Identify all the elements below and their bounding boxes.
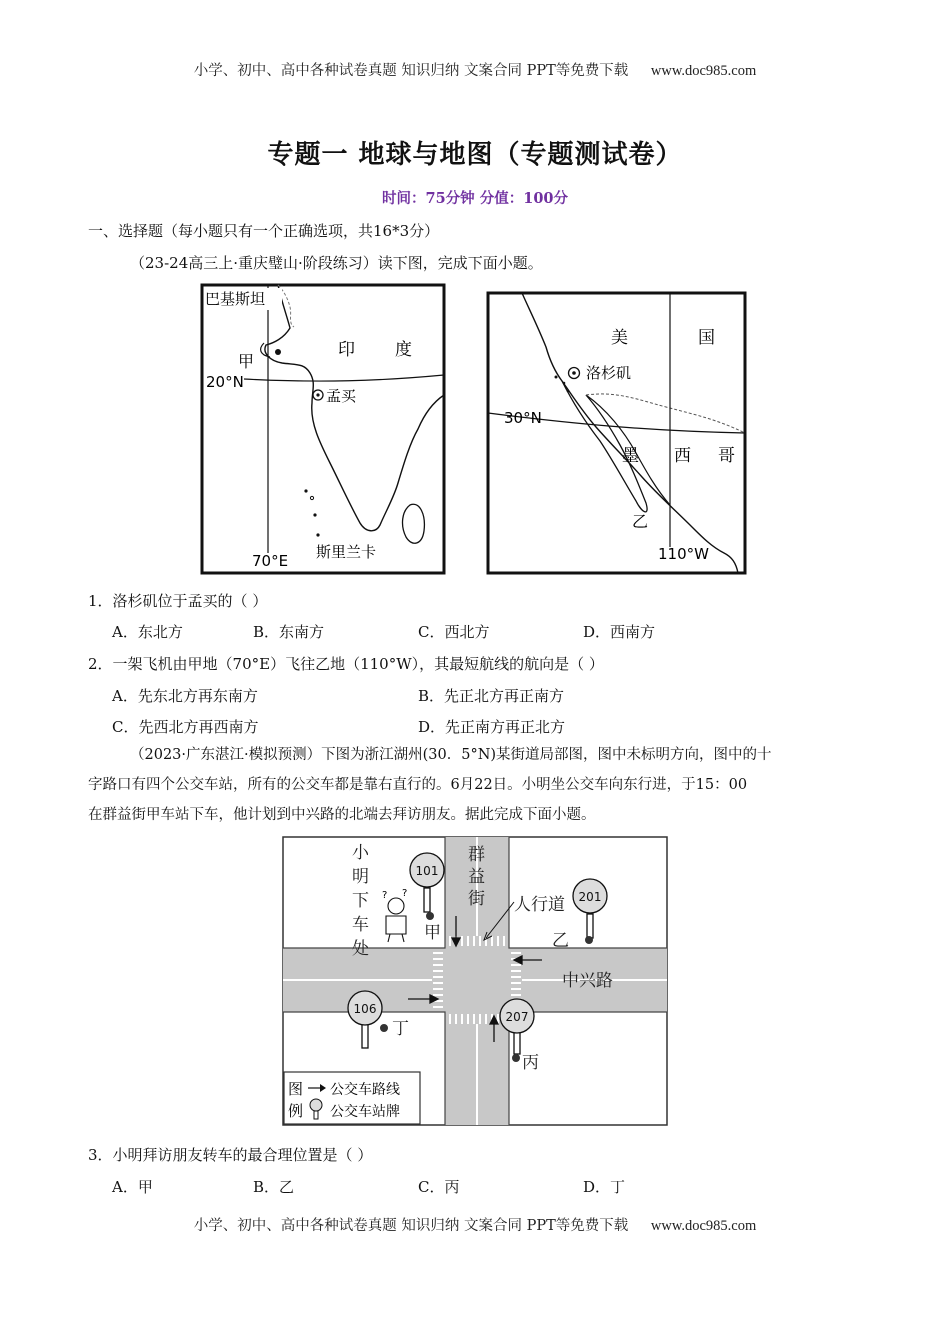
intro-1: （23-24高三上·重庆璧山·阶段练习）读下图，完成下面小题。 (130, 254, 543, 272)
india-map (200, 283, 446, 575)
exam-time-score: 时间：75分钟 分值：100分 (382, 190, 568, 207)
q1-option-c[interactable]: C．西北方 (418, 623, 490, 641)
xiaoming-1: 小 (352, 843, 369, 863)
label-us-2: 国 (698, 328, 715, 348)
header-text: 小学、初中、高中各种试卷真题 知识归纳 文案合同 PPT等免费下载 (193, 63, 629, 79)
label-pakistan: 巴基斯坦 (205, 290, 266, 308)
q3-option-c[interactable]: C．丙 (418, 1178, 460, 1196)
qunyi-3: 街 (468, 889, 485, 909)
us-mexico-map (486, 291, 747, 575)
label-mumbai: 孟买 (326, 387, 357, 405)
intro-2-line-3: 在群益街甲车站下车，他计划到中兴路的北端去拜访朋友。据此完成下面小题。 (88, 807, 596, 823)
q3-option-a[interactable]: A．甲 (112, 1178, 153, 1196)
label-sidewalk: 人行道 (514, 895, 565, 915)
xiaoming-5: 处 (352, 939, 369, 959)
xiaoming-4: 车 (352, 915, 369, 935)
footer-text: 小学、初中、高中各种试卷真题 知识归纳 文案合同 PPT等免费下载 (193, 1218, 629, 1234)
intro-2 (88, 740, 858, 830)
legend-label-1: 图 (288, 1080, 304, 1098)
stop-106: 106 (353, 1002, 377, 1016)
q2-option-b[interactable]: B．先正北方再正南方 (418, 687, 565, 705)
header-url[interactable]: www.doc985.com (650, 63, 757, 79)
xiaoming-2: 明 (352, 867, 369, 887)
street-map (282, 836, 668, 1126)
q3-option-d[interactable]: D．丁 (583, 1178, 626, 1196)
qunyi-1: 群 (468, 845, 485, 865)
label-mx-1: 墨 (622, 446, 639, 466)
question-2-stem: 2．一架飞机由甲地（70°E）飞往乙地（110°W），其最短航线的航向是（ ） (88, 655, 604, 673)
svg-text:?: ? (402, 888, 408, 899)
label-india-1: 印 (338, 340, 355, 360)
stop-207: 207 (505, 1010, 529, 1024)
q2-option-c[interactable]: C．先西北方再西南方 (112, 718, 259, 736)
legend-label-2: 例 (288, 1102, 304, 1120)
label-70e: 70°E (252, 552, 289, 570)
qunyi-2: 益 (468, 867, 485, 887)
station-bing: 丙 (522, 1053, 539, 1073)
question-1-stem: 1．洛杉矶位于孟买的（ ） (88, 592, 268, 610)
page-title: 专题一 地球与地图（专题测试卷） (267, 140, 683, 170)
stop-101: 101 (415, 864, 439, 878)
label-us-1: 美 (611, 328, 628, 348)
q3-option-b[interactable]: B．乙 (253, 1178, 295, 1196)
section-heading: 一、选择题（每小题只有一个正确选项，共16*3分） (88, 222, 440, 240)
label-20n: 20°N (206, 373, 244, 391)
station-jia: 甲 (424, 923, 441, 943)
xiaoming-3: 下 (352, 891, 369, 911)
label-srilanka: 斯里兰卡 (316, 543, 377, 561)
legend-route: 公交车路线 (330, 1082, 400, 1098)
label-india-2: 度 (395, 340, 412, 360)
question-3-stem: 3．小明拜访朋友转车的最合理位置是（ ） (88, 1146, 373, 1164)
page-footer (0, 1214, 950, 1235)
label-30n: 30°N (504, 409, 542, 427)
q1-option-b[interactable]: B．东南方 (253, 623, 325, 641)
q1-option-d[interactable]: D．西南方 (583, 623, 656, 641)
station-ding: 丁 (392, 1019, 409, 1039)
intro-2-line-2: 字路口有四个公交车站，所有的公交车都是靠右直行的。6月22日。小明坐公交车向东行进，于15：00 (88, 777, 748, 793)
q2-option-d[interactable]: D．先正南方再正北方 (418, 718, 566, 736)
station-yi: 乙 (552, 931, 569, 951)
label-jia: 甲 (238, 352, 255, 371)
svg-text:?: ? (382, 890, 388, 901)
label-la: 洛杉矶 (586, 364, 632, 382)
label-zhongxing-road: 中兴路 (562, 971, 613, 991)
label-110w: 110°W (658, 545, 709, 563)
label-mx-2: 西 (674, 446, 691, 466)
q1-option-a[interactable]: A．东北方 (112, 623, 183, 641)
q2-option-a[interactable]: A．先东北方再东南方 (112, 687, 258, 705)
intro-2-line-1: （2023·广东湛江·模拟预测）下图为浙江湖州(30．5°N)某街道局部图，图中未标明方向，图中的十 (130, 747, 772, 763)
stop-201: 201 (578, 890, 602, 904)
page-header (0, 59, 950, 80)
label-yi: 乙 (632, 512, 649, 531)
footer-url[interactable]: www.doc985.com (650, 1218, 757, 1234)
label-mx-3: 哥 (718, 446, 735, 466)
legend-stop: 公交车站牌 (330, 1104, 400, 1120)
